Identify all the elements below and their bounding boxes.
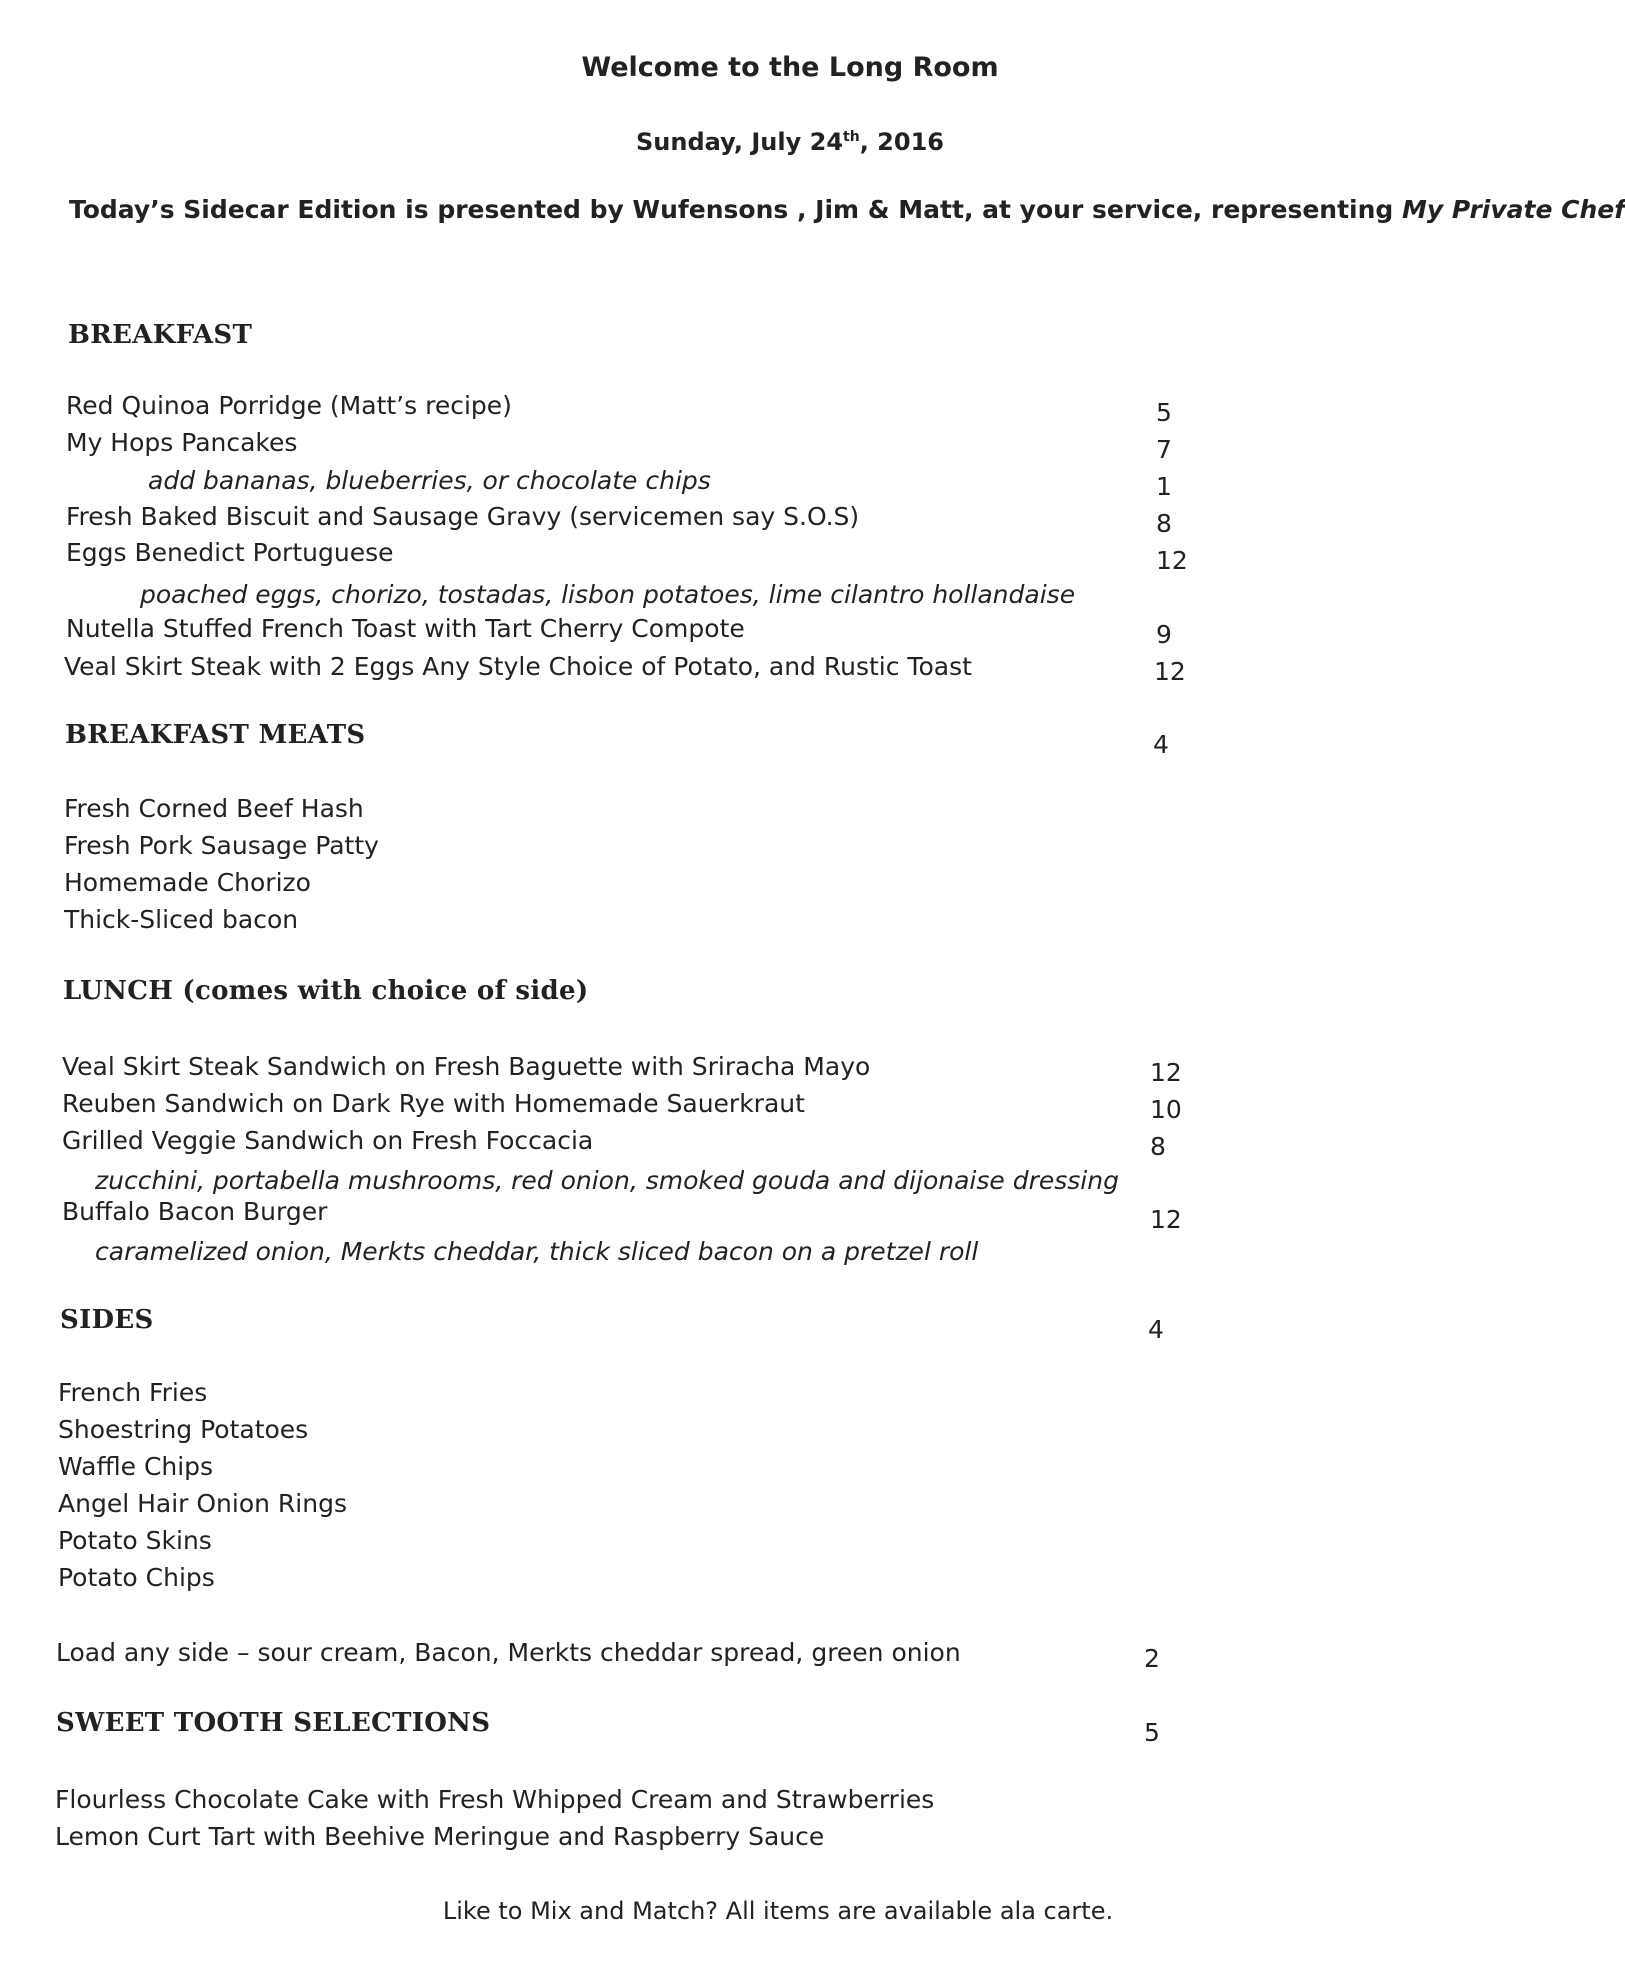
section-price: 5 (1144, 1718, 1160, 1747)
menu-item: Potato Chips (58, 1563, 215, 1592)
menu-item: Flourless Chocolate Cake with Fresh Whipped Cream and Strawberries (55, 1785, 935, 1814)
menu-item: Reuben Sandwich on Dark Rye with Homemade Sauerkraut (62, 1089, 805, 1118)
menu-item: Fresh Corned Beef Hash (64, 794, 364, 823)
section-sides-title: SIDES (60, 1305, 154, 1335)
menu-item-price: 7 (1156, 435, 1172, 464)
menu-item: Buffalo Bacon Burger (62, 1197, 328, 1226)
date-superscript: th (843, 129, 860, 145)
menu-item: Veal Skirt Steak Sandwich on Fresh Baguette with Sriracha Mayo (62, 1052, 871, 1081)
menu-item: Shoestring Potatoes (58, 1415, 309, 1444)
menu-item-price: 12 (1154, 657, 1186, 686)
menu-item: Grilled Veggie Sandwich on Fresh Foccacia (62, 1126, 594, 1155)
intro-text: Today’s Sidecar Edition is presented by Wufensons , Jim & Matt, at your service, representing (69, 195, 1394, 224)
section-breakfast-title: BREAKFAST (68, 320, 253, 350)
menu-item-price: 1 (1156, 472, 1172, 501)
section-sweet-title: SWEET TOOTH SELECTIONS (56, 1708, 491, 1738)
intro-chef: My Private Chef (1402, 195, 1625, 224)
menu-item-price: 12 (1156, 546, 1188, 575)
menu-item: Thick-Sliced bacon (64, 905, 299, 934)
load-side-option: Load any side – sour cream, Bacon, Merkts cheddar spread, green onion (56, 1638, 961, 1667)
menu-item-description: zucchini, portabella mushrooms, red onion, smoked gouda and dijonaise dressing (95, 1166, 1119, 1195)
menu-date (636, 128, 944, 156)
date-year: , 2016 (859, 128, 944, 156)
menu-item: Red Quinoa Porridge (Matt’s recipe) (66, 391, 512, 420)
menu-item-description: caramelized onion, Merkts cheddar, thick sliced bacon on a pretzel roll (95, 1237, 979, 1266)
menu-item: Eggs Benedict Portuguese (66, 538, 394, 567)
menu-item-description: poached eggs, chorizo, tostadas, lisbon potatoes, lime cilantro hollandaise (140, 580, 1076, 609)
menu-item: Potato Skins (58, 1526, 212, 1555)
menu-item-price: 8 (1150, 1132, 1166, 1161)
menu-item: My Hops Pancakes (66, 428, 298, 457)
menu-item: Veal Skirt Steak with 2 Eggs Any Style Choice of Potato, and Rustic Toast (64, 652, 972, 681)
menu-item-price: 12 (1150, 1205, 1182, 1234)
menu-title: Welcome to the Long Room (581, 52, 999, 83)
menu-item-description: add bananas, blueberries, or chocolate chips (148, 466, 711, 495)
intro-line (69, 195, 1625, 224)
menu-item: Nutella Stuffed French Toast with Tart Cherry Compote (66, 614, 745, 643)
menu-item: Angel Hair Onion Rings (58, 1489, 347, 1518)
menu-item-price: 10 (1150, 1095, 1182, 1124)
footer-note: Like to Mix and Match? All items are available ala carte. (442, 1897, 1114, 1925)
menu-item: Lemon Curt Tart with Beehive Meringue and Raspberry Sauce (55, 1822, 825, 1851)
menu-item: Fresh Baked Biscuit and Sausage Gravy (servicemen say S.O.S) (66, 502, 860, 531)
menu-item-price: 8 (1156, 509, 1172, 538)
menu-item: Fresh Pork Sausage Patty (64, 831, 379, 860)
menu-item-price: 5 (1156, 398, 1172, 427)
section-breakfast-meats-title: BREAKFAST MEATS (65, 720, 366, 750)
menu-item: French Fries (58, 1378, 208, 1407)
menu-item-price: 9 (1156, 620, 1172, 649)
load-side-price: 2 (1144, 1644, 1160, 1673)
date-text: Sunday, July 24 (636, 128, 844, 156)
section-price: 4 (1153, 730, 1169, 759)
section-price: 4 (1148, 1315, 1164, 1344)
menu-item: Waffle Chips (58, 1452, 214, 1481)
section-lunch-title: LUNCH (comes with choice of side) (63, 976, 589, 1006)
menu-item: Homemade Chorizo (64, 868, 311, 897)
menu-item-price: 12 (1150, 1058, 1182, 1087)
